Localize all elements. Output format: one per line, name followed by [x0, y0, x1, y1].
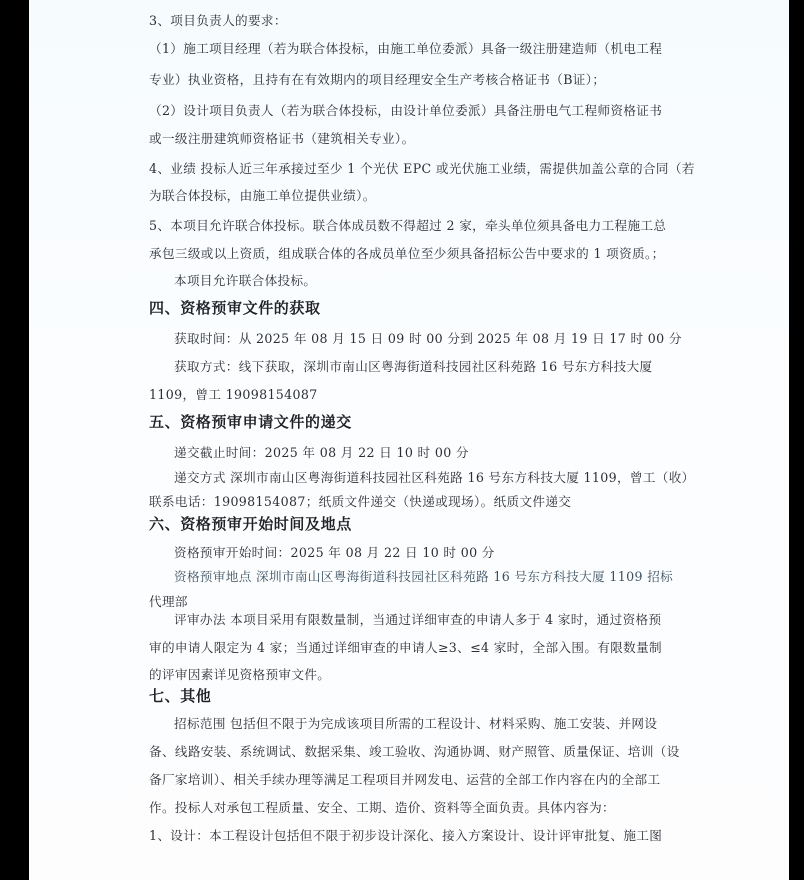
requirement-3-1-line1: （1）施工项目经理（若为联合体投标，由施工单位委派）具备一级注册建造师（机电工程 [149, 41, 663, 56]
section-4-method-line2: 1109，曾工 19098154087 [149, 387, 318, 402]
section-5-contact: 联系电话：19098154087；纸质文件递交（快递或现场）。纸质文件递交 [149, 494, 572, 509]
requirement-5-line2: 承包三级或以上资质，组成联合体的各成员单位至少须具备招标公告中要求的 1 项资质。； [149, 246, 665, 261]
section-7-scope-line3: 备厂家培训）、相关手续办理等满足工程项目并网发电、运营的全部工作内容在内的全部工 [149, 772, 661, 787]
section-7-scope-line4: 作。投标人对承包工程质量、安全、工期、造价、资料等全面负责。具体内容为： [149, 800, 615, 815]
requirement-4-line2: 为联合体投标，由施工单位提供业绩）。 [149, 188, 376, 203]
section-6-start-time: 资格预审开始时间：2025 年 08 月 22 日 10 时 00 分 [174, 545, 495, 560]
section-6-review-line3: 的评审因素详见资格预审文件。 [149, 667, 331, 682]
section-6-review-line1: 评审办法 本项目采用有限数量制，当通过详细审查的申请人多于 4 家时，通过资格预 [174, 612, 662, 627]
section-7-scope-line1: 招标范围 包括但不限于为完成该项目所需的工程设计、材料采购、施工安装、并网设 [174, 716, 658, 731]
requirement-4-line1: 4、业绩 投标人近三年承接过至少 1 个光伏 EPC 或光伏施工业绩，需提供加盖公章的合同（若 [149, 161, 695, 176]
section-5-heading: 五、资格预审申请文件的递交 [149, 413, 352, 431]
requirement-3-2-line1: （2）设计项目负责人（若为联合体投标，由设计单位委派）具备注册电气工程师资格证书 [149, 103, 663, 118]
requirement-5-line1: 5、本项目允许联合体投标。联合体成员数不得超过 2 家，牵头单位须具备电力工程施工总 [149, 218, 667, 233]
requirement-3-1-line2: 专业）执业资格，且持有在有效期内的项目经理安全生产考核合格证书（B证）； [149, 72, 606, 87]
section-5-deadline: 递交截止时间：2025 年 08 月 22 日 10 时 00 分 [174, 445, 469, 460]
section-4-heading: 四、资格预审文件的获取 [149, 299, 321, 317]
section-5-method: 递交方式 深圳市南山区粤海街道科技园社区科苑路 16 号东方科技大厦 1109，曾工（收） [174, 470, 695, 485]
section-7-scope-line2: 备、线路安装、系统调试、数据采集、竣工验收、沟通协调、财产照管、质量保证、培训（设 [149, 744, 680, 759]
section-6-review-line2: 审的申请人限定为 4 家；当通过详细审查的申请人≥3、≤4 家时，全部入围。有限数量制 [149, 640, 662, 655]
section-4-time: 获取时间：从 2025 年 08 月 15 日 09 时 00 分到 2025 年 08 月 19 日 17 时 00 分 [174, 331, 682, 346]
section-6-location-line2: 代理部 [149, 594, 188, 609]
section-7-design-line1: 1、设计：本工程设计包括但不限于初步设计深化、接入方案设计、设计评审批复、施工图 [149, 828, 663, 843]
section-6-location-line1: 资格预审地点 深圳市南山区粤海街道科技园社区科苑路 16 号东方科技大厦 1109 招标 [174, 569, 674, 584]
section-6-heading: 六、资格预审开始时间及地点 [149, 515, 352, 533]
requirement-3-2-line2: 或一级注册建筑师资格证书（建筑相关专业）。 [149, 131, 415, 146]
section-4-method-line1: 获取方式：线下获取，深圳市南山区粤海街道科技园社区科苑路 16 号东方科技大厦 [174, 359, 653, 374]
consortium-note: 本项目允许联合体投标。 [174, 273, 317, 288]
section-7-heading: 七、其他 [149, 687, 212, 705]
requirement-3-title: 3、项目负责人的要求： [149, 13, 287, 28]
